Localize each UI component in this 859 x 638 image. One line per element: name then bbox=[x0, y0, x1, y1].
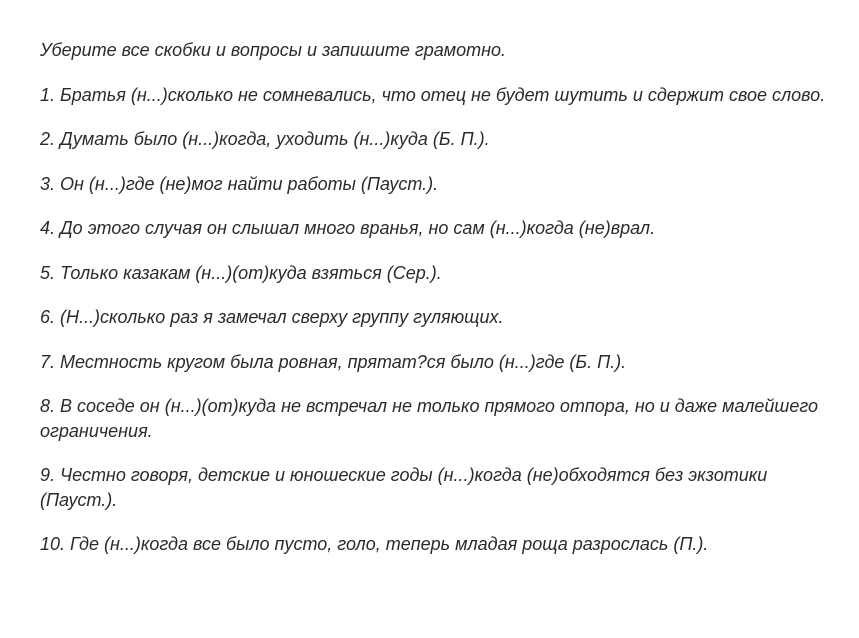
exercise-item-3: 3. Он (н...)где (не)мог найти работы (Пауст.). bbox=[40, 173, 439, 194]
exercise-document bbox=[40, 38, 830, 577]
exercise-item-7: 7. Местность кругом была ровная, прятат?ся было (н...)где (Б. П.). bbox=[40, 351, 627, 372]
exercise-item-2: 2. Думать было (н...)когда, уходить (н...)куда (Б. П.). bbox=[40, 129, 490, 149]
exercise-item-4: 4. До этого случая он слышал много вранья, но сам (н...)когда (не)врал. bbox=[40, 218, 656, 238]
exercise-item-5: 5. Только казакам (н...)(от)куда взяться (Сер.). bbox=[40, 262, 442, 283]
exercise-instruction: Уберите все скобки и вопросы и запишите грамотно. bbox=[40, 40, 507, 60]
exercise-item-8: 8. В соседе он (н...)(от)куда не встречал не только прямого отпора, но и даже малейшего ограничения. bbox=[40, 396, 819, 441]
exercise-item-9: 9. Честно говоря, детские и юношеские годы (н...)когда (не)обходятся без экзотики (Пауст.). bbox=[40, 465, 768, 510]
exercise-item-10: 10. Где (н...)когда все было пусто, голо, теперь младая роща разрослась (П.). bbox=[40, 534, 709, 554]
exercise-item-6: 6. (Н...)сколько раз я замечал сверху группу гуляющих. bbox=[40, 307, 504, 327]
exercise-item-1: 1. Братья (н...)сколько не сомневались, что отец не будет шутить и сдержит свое слово. bbox=[40, 84, 826, 105]
